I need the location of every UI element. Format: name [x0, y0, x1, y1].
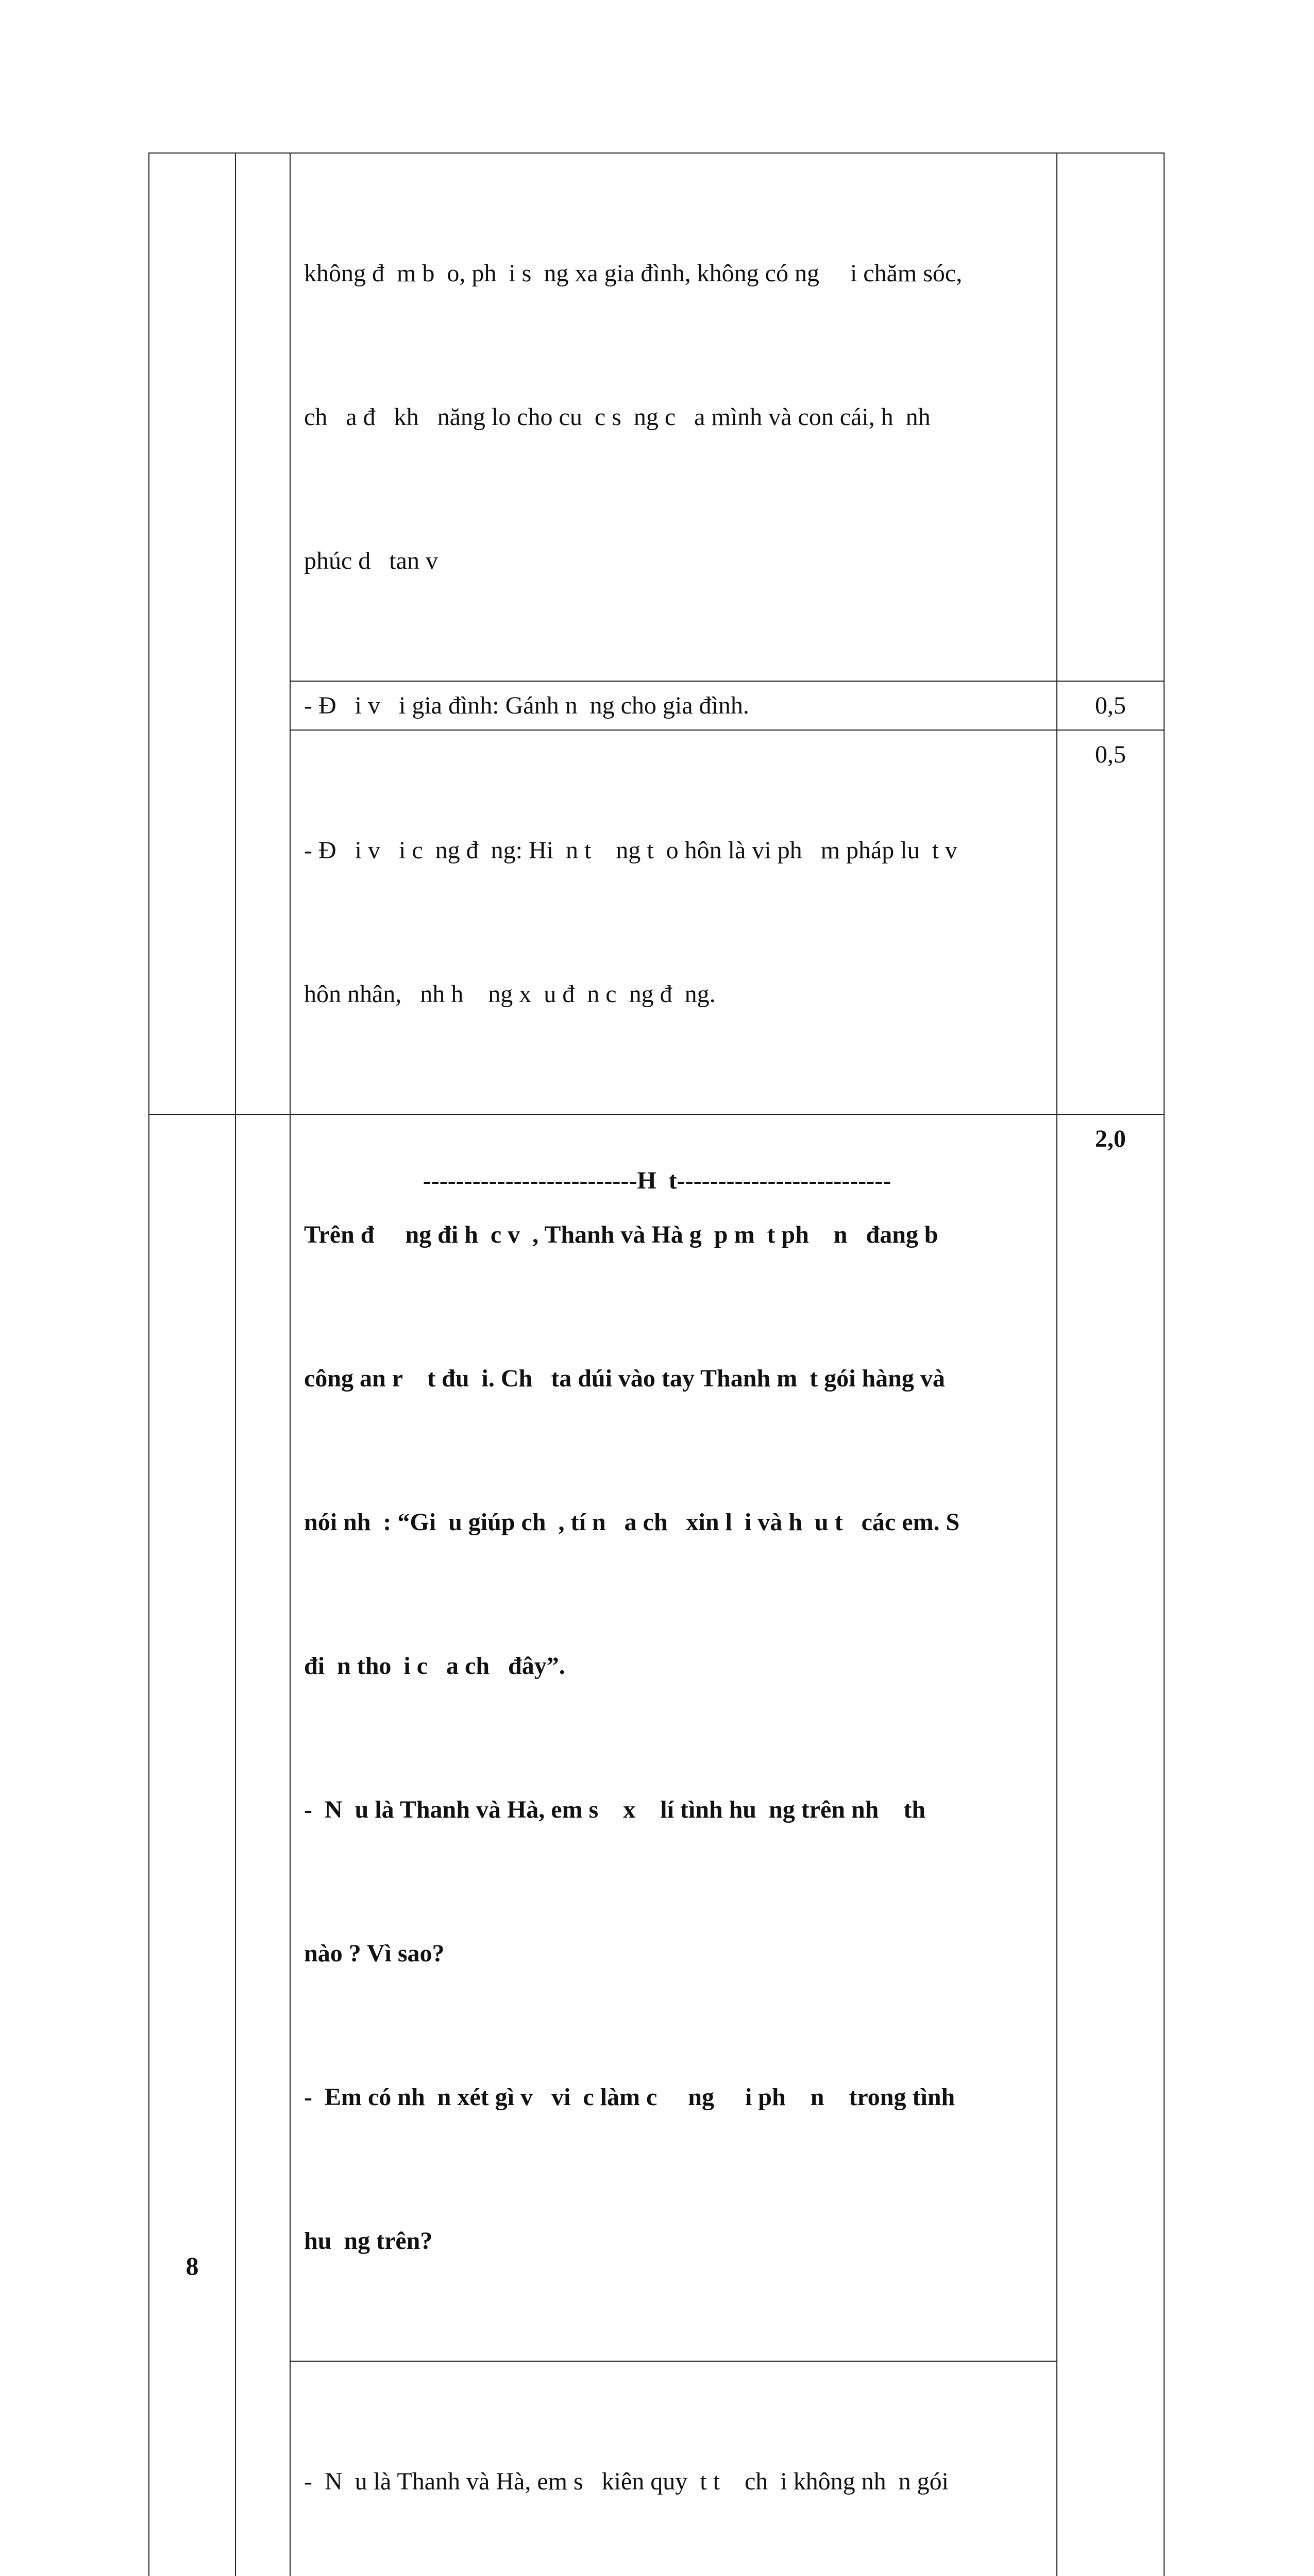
score-value: 2,0	[1095, 1125, 1126, 1153]
score-cell	[1057, 681, 1164, 730]
score-value: 0,5	[1095, 741, 1126, 768]
answer-cell	[290, 2361, 1057, 2576]
question-line: Trên đ ng đi h c v , Thanh và Hà g p m t ph n đang b	[304, 1221, 938, 1248]
question-line: hu ng trên?	[304, 2227, 433, 2255]
score-cell	[1057, 1114, 1164, 2576]
question-cell	[290, 1114, 1057, 2361]
table-row	[149, 2361, 1164, 2576]
score-value: 0,5	[1095, 692, 1126, 719]
answer-line: - Đ i v i gia đình: Gánh n ng cho gia đình.	[304, 692, 749, 719]
question-number: 8	[149, 1114, 235, 2576]
score-cell	[1057, 730, 1164, 1114]
question-line: - Em có nh n xét gì v vi c làm c ng i ph n trong tình	[304, 2083, 955, 2111]
question-line: công an r t đu i. Ch ta dúi vào tay Thanh m t gói hàng và	[304, 1365, 945, 1392]
answer-key-table	[148, 152, 1165, 2576]
table-row	[149, 681, 1164, 730]
answer-cell	[290, 681, 1057, 730]
sub-question-cell	[235, 153, 290, 1114]
answer-cell	[290, 730, 1057, 1114]
sub-question-cell	[235, 1114, 290, 2576]
answer-line: ch a đ kh năng lo cho cu c s ng c a mình và con cái, h nh	[304, 403, 931, 431]
table-row	[149, 730, 1164, 1114]
table-row	[149, 153, 1164, 681]
answer-line: hôn nhân, nh h ng x u đ n c ng đ ng.	[304, 980, 716, 1008]
answer-line: - Đ i v i c ng đ ng: Hi n t ng t o hôn là vi ph m pháp lu t v	[304, 837, 957, 864]
answer-cell	[290, 153, 1057, 681]
table-row	[149, 1114, 1164, 2361]
question-line: đi n tho i c a ch đây”.	[304, 1652, 565, 1680]
end-of-document-marker: --------------------------H t--------------------------	[423, 1167, 891, 1194]
answer-line: không đ m b o, ph i s ng xa gia đình, không có ng i chăm sóc,	[304, 260, 963, 287]
answer-line: - N u là Thanh và Hà, em s kiên quy t t ch i không nh n gói	[304, 2468, 949, 2495]
question-number-cell	[149, 153, 235, 1114]
question-line: nói nh : “Gi u giúp ch , tí n a ch xin l i và h u t các em. S	[304, 1509, 960, 1536]
question-line: - N u là Thanh và Hà, em s x lí tình hu ng trên nh th	[304, 1796, 926, 1823]
score-cell	[1057, 153, 1164, 681]
question-line: nào ? Vì sao?	[304, 1940, 445, 1967]
answer-line: phúc d tan v	[304, 547, 438, 574]
